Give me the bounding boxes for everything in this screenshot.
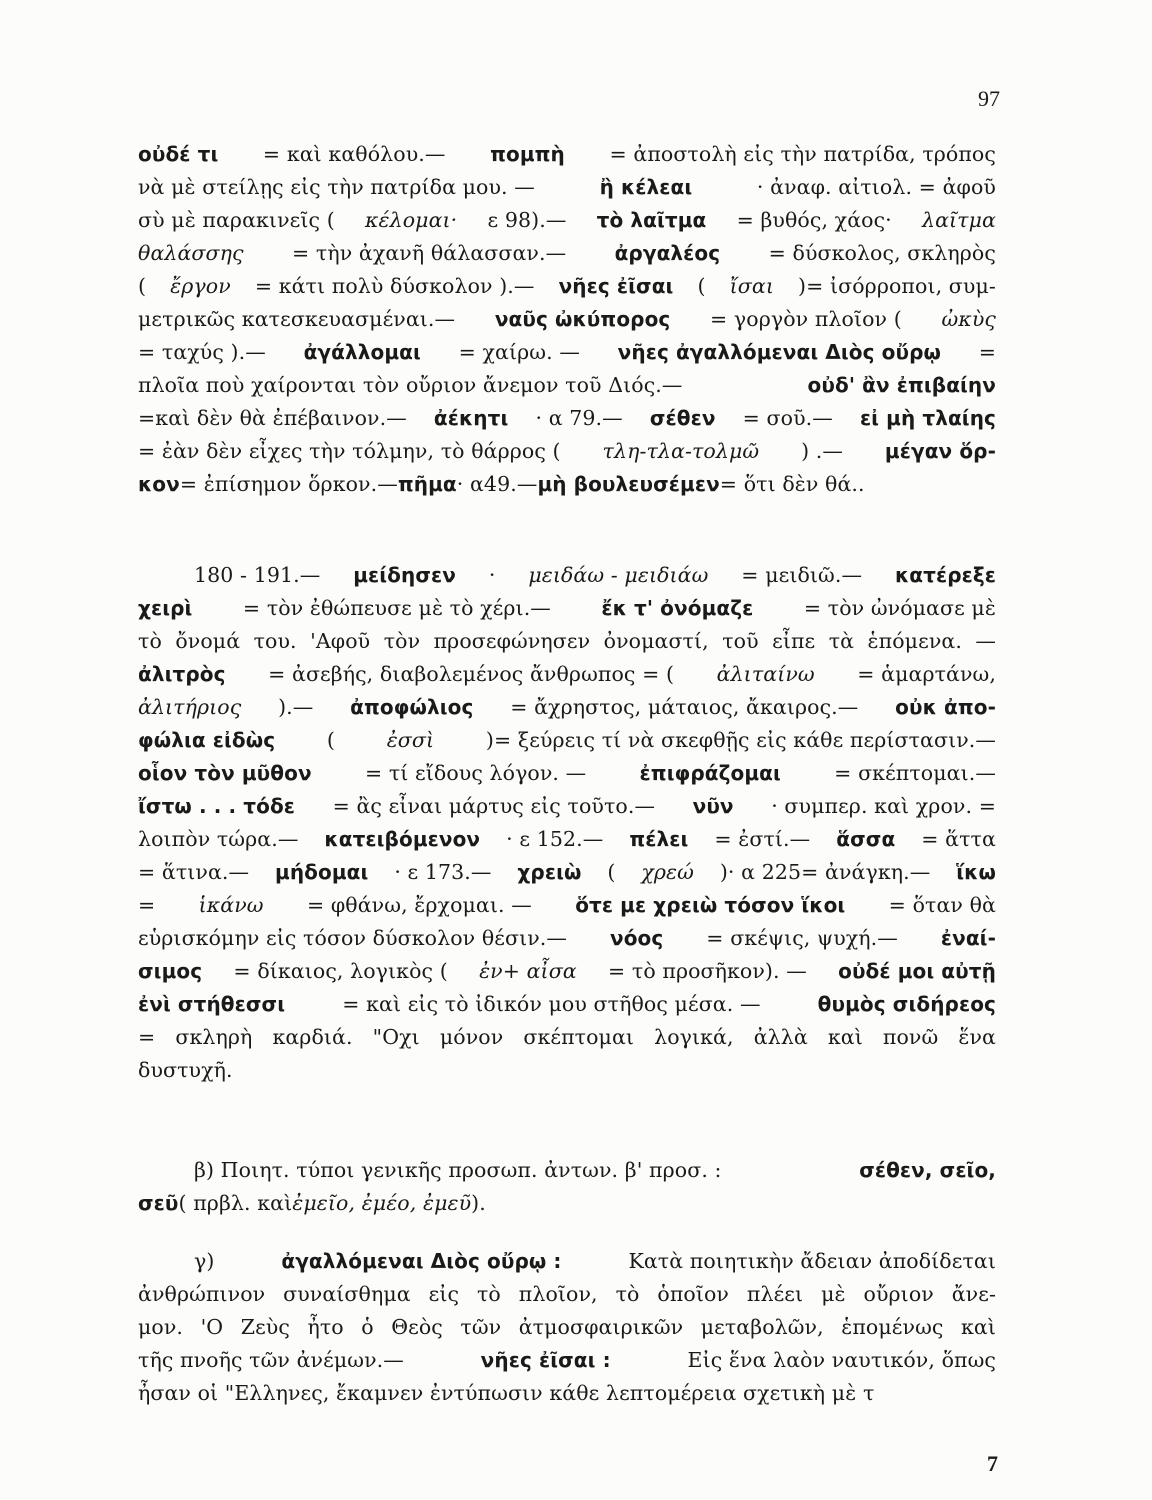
gloss-text: ε 98).— [487, 208, 567, 232]
text-line [138, 1315, 996, 1348]
lemma-term: ἅσσα [836, 827, 896, 851]
gloss-text: = σκέπτομαι.— [834, 761, 996, 785]
gloss-text: =καὶ δὲν θὰ ἐπέβαινον.— [138, 406, 407, 430]
lemma-term: φώλια εἰδὼς [138, 728, 276, 752]
lemma-term: μὴ βουλευσέμεν [537, 472, 720, 496]
lemma-term: νῆες ἐῖσαι [558, 274, 674, 298]
gloss-text: = χαίρω. — [458, 340, 580, 364]
gloss-text: = ἀσεβής, διαβολεμένος ἄνθρωπος = ( [268, 662, 675, 686]
gloss-text: ( [697, 274, 706, 298]
gloss-text: = καὶ καθόλου.— [262, 142, 446, 166]
lemma-term: νῦν [692, 794, 734, 818]
gloss-text: = σκέψις, ψυχή.— [706, 926, 898, 950]
gloss-text: β) Ποιητ. τύποι γενικῆς προσωπ. ἀντων. β' προσ. : [194, 1158, 722, 1182]
text-line [138, 208, 996, 241]
gloss-text: ἀνθρώπινον συναίσθημα εἰς τὸ πλοῖον, τὸ ὁποῖον πλέει μὲ οὔριον ἄνε- [138, 1282, 996, 1306]
lemma-term: κατειβόμενον [324, 827, 481, 851]
lemma-term: ἀγαλλόμεναι Διὸς οὔρῳ : [281, 1249, 562, 1273]
text-line [138, 439, 996, 472]
gloss-text: = τὸν ἐθώπευσε μὲ τὸ χέρι.— [242, 596, 551, 620]
italic-form: λαῖτμα [921, 208, 996, 232]
text-line [138, 992, 996, 1025]
gloss-text: = ὅτι δὲν θά.. [719, 472, 865, 496]
gloss-text: = κάτι πολὺ δύσκολον ).— [254, 274, 535, 298]
text-line [138, 1191, 996, 1224]
lemma-term: κατέρεξε [894, 563, 996, 587]
gloss-text: μον. 'Ο Ζεὺς ἦτο ὁ Θεὸς τῶν ἀτμοσφαιρικῶν μεταβολῶν, ἑπομένως καὶ [138, 1315, 996, 1339]
commentary-paragraph-1 [138, 142, 996, 505]
lemma-term: ἀποφώλιος [350, 695, 474, 719]
lemma-term: οἷον τὸν μῦθον [138, 761, 312, 785]
text-line [138, 959, 996, 992]
gloss-text: πλοῖα ποὺ χαίρονται τὸν οὔριον ἄνεμον τοῦ Διός.— [138, 373, 683, 397]
italic-form: ἐν+ αἶσα [479, 959, 577, 983]
gloss-text: ). [471, 1191, 486, 1215]
gloss-text: ) .— [801, 439, 844, 463]
text-line [138, 728, 996, 761]
lemma-term: ὅτε με χρειὼ τόσον ἵκοι [575, 893, 846, 917]
commentary-paragraph-3 [138, 1158, 996, 1224]
text-line [138, 274, 996, 307]
gloss-text: = ἂς εἶναι μάρτυς εἰς τοῦτο.— [332, 794, 656, 818]
lemma-term: ἴστω . . . τόδε [138, 794, 296, 818]
lemma-term: σιμος [138, 959, 203, 983]
gloss-text: = καὶ εἰς τὸ ἰδικόν μου στῆθος μέσα. — [342, 992, 761, 1016]
signature-mark: 7 [987, 1451, 998, 1476]
gloss-text: = ὅταν θὰ [888, 893, 996, 917]
gloss-text: 180 - 191.— [194, 563, 321, 587]
text-line [138, 860, 996, 893]
text-line [138, 1025, 996, 1058]
gloss-text: · ε 173.— [394, 860, 492, 884]
italic-form: θαλάσσης [138, 241, 244, 265]
lemma-term: σέθεν [649, 406, 716, 430]
gloss-text: )· α 225= ἀνάγκη.— [719, 860, 931, 884]
lemma-term: ἐναί- [940, 926, 996, 950]
gloss-text: ( [138, 274, 147, 298]
italic-form: χρεώ [641, 860, 694, 884]
gloss-text: λοιπὸν τώρα.— [138, 827, 299, 851]
lemma-term: οὐδέ τι [138, 142, 219, 166]
text-line [138, 563, 996, 596]
lemma-term: κον [138, 472, 180, 496]
gloss-text: Εἰς ἕνα λαὸν ναυτικόν, ὅπως [687, 1348, 996, 1372]
lemma-term: ἀέκητι [433, 406, 509, 430]
gloss-text: γ) [194, 1249, 215, 1273]
gloss-text: · συμπερ. καὶ χρον. = [771, 794, 996, 818]
gloss-text: = ἐπίσημον ὅρκον.— [179, 472, 398, 496]
italic-form: ἐμεῖο, ἐμέο, ἐμεῦ [292, 1191, 472, 1215]
italic-form: ἀλιταίνω [716, 662, 815, 686]
gloss-text: · α 79.— [535, 406, 623, 430]
lemma-term: πέλει [629, 827, 689, 851]
text-line [138, 827, 996, 860]
gloss-text: = γοργὸν πλοῖον ( [710, 307, 902, 331]
gloss-text: δυστυχῆ. [138, 1058, 233, 1082]
lemma-term: τὸ λαῖτμα [596, 208, 707, 232]
text-line [138, 761, 996, 794]
gloss-text: · α49.— [456, 472, 538, 496]
gloss-text: μετρικῶς κατεσκευασμέναι.— [138, 307, 456, 331]
text-line [138, 662, 996, 695]
text-line [138, 695, 996, 728]
italic-form: ἀλιτήριος [138, 695, 242, 719]
lemma-term: σεῦ [138, 1191, 179, 1215]
lemma-term: πῆμα [397, 472, 457, 496]
gloss-text: ( [326, 728, 335, 752]
page-number: 97 [978, 86, 1000, 111]
lemma-term: ἔκ τ' ὀνόμαζε [601, 596, 754, 620]
gloss-text: ἦσαν οἱ "Ελληνες, ἔκαμνεν ἐντύπωσιν κάθε λεπτομέρεια σχετικὴ μὲ τ [138, 1381, 875, 1405]
commentary-paragraph-4 [138, 1249, 996, 1414]
gloss-text: = τὸ προσῆκον). — [607, 959, 807, 983]
lemma-term: ἀγάλλομαι [303, 340, 421, 364]
gloss-text: τὸ ὄνομά του. 'Αφοῦ τὸν προσεφώνησεν ὀνομαστί, τοῦ εἶπε τὰ ἑπόμενα. — [138, 629, 996, 653]
text-line [138, 340, 996, 373]
gloss-text: = τὴν ἀχανῆ θάλασσαν.— [291, 241, 567, 265]
gloss-text: = σκληρὴ καρδιά. "Οχι μόνον σκέπτομαι λογικά, ἀλλὰ καὶ πονῶ ἕνα [138, 1025, 996, 1049]
gloss-text: · ἀναφ. αἰτιολ. = ἀφοῦ [756, 175, 996, 199]
lemma-term: νῆες ἀγαλλόμεναι Διὸς οὔρῳ [617, 340, 941, 364]
lemma-term: νῆες ἐῖσαι : [480, 1348, 611, 1372]
italic-form: ἴσαι [729, 274, 774, 298]
italic-form: μειδάω - μειδιάω [528, 563, 709, 587]
text-line [138, 1058, 996, 1091]
italic-form: τλη-τλα-τολμῶ [602, 439, 760, 463]
lemma-term: σέθεν, σεῖο, [859, 1158, 996, 1182]
gloss-text: = τὸν ὠνόμασε μὲ [803, 596, 996, 620]
italic-form: κέλομαι· [364, 208, 458, 232]
gloss-text: · ε 152.— [506, 827, 604, 851]
lemma-term: μείδησεν [353, 563, 456, 587]
lemma-term: χειρὶ [138, 596, 193, 620]
gloss-text: = τί εἴδους λόγον. — [364, 761, 587, 785]
lemma-term: ἐπιφράζομαι [639, 761, 781, 785]
gloss-text: = δίκαιος, λογικὸς ( [233, 959, 448, 983]
gloss-text: )= ἰσόρροποι, συμ- [798, 274, 996, 298]
text-line [138, 307, 996, 340]
gloss-text: = ἅτινα.— [138, 860, 250, 884]
gloss-text: )= ξεύρεις τί νὰ σκεφθῇς εἰς κάθε περίστασιν.— [485, 728, 996, 752]
lemma-term: νόος [609, 926, 664, 950]
lemma-term: ἐνὶ στήθεσσι [138, 992, 286, 1016]
text-line [138, 1282, 996, 1315]
text-line [138, 1249, 996, 1282]
gloss-text: Κατὰ ποιητικὴν ἄδειαν ἀποδίδεται [628, 1249, 996, 1273]
text-line [138, 893, 996, 926]
italic-form: ἔργον [170, 274, 231, 298]
text-line [138, 1381, 996, 1414]
lemma-term: ἵκω [956, 860, 996, 884]
lemma-term: χρειὼ [517, 860, 582, 884]
text-line [138, 926, 996, 959]
text-line [138, 373, 996, 406]
lemma-term: ναῦς ὠκύπορος [494, 307, 671, 331]
gloss-text: ( [607, 860, 616, 884]
gloss-text: = [978, 340, 996, 364]
gloss-text: εὑρισκόμην εἰς τόσον δύσκολον θέσιν.— [138, 926, 567, 950]
gloss-text: ).— [278, 695, 314, 719]
text-line [138, 142, 996, 175]
italic-form: ἐσσὶ [386, 728, 435, 752]
gloss-text: = μειδιῶ.— [741, 563, 863, 587]
text-line [138, 241, 996, 274]
gloss-text: σὺ μὲ παρακινεῖς ( [138, 208, 335, 232]
lemma-term: πομπὴ [490, 142, 565, 166]
gloss-text: = δύσκολος, σκληρὸς [768, 241, 996, 265]
gloss-text: = [138, 893, 156, 917]
commentary-paragraph-2 [138, 563, 996, 1091]
gloss-text: = ἐστί.— [714, 827, 811, 851]
gloss-text: ( πρβλ. καὶ [178, 1191, 293, 1215]
gloss-text: = φθάνω, ἔρχομαι. — [306, 893, 532, 917]
gloss-text: = σοῦ.— [742, 406, 833, 430]
text-line [138, 472, 996, 505]
lemma-term: οὐκ ἀπο- [895, 695, 996, 719]
lemma-term: οὐδέ μοι αὐτῇ [838, 959, 996, 983]
gloss-text: = ἁμαρτάνω, [857, 662, 996, 686]
gloss-text: νὰ μὲ στείλῃς εἰς τὴν πατρίδα μου. — [138, 175, 535, 199]
gloss-text: = ἐὰν δὲν εἶχες τὴν τόλμην, τὸ θάρρος ( [138, 439, 561, 463]
lemma-term: μέγαν ὅρ- [884, 439, 996, 463]
text-line [138, 794, 996, 827]
lemma-term: ἀργαλέος [614, 241, 721, 265]
gloss-text: = ἀποστολὴ εἰς τὴν πατρίδα, τρόπος [609, 142, 996, 166]
gloss-text: = ἅττα [921, 827, 996, 851]
gloss-text: τῆς πνοῆς τῶν ἀνέμων.— [138, 1348, 404, 1372]
lemma-term: ἀλιτρὸς [138, 662, 226, 686]
lemma-term: εἰ μὴ τλαίης [859, 406, 996, 430]
gloss-text: · [488, 563, 496, 587]
text-line [138, 629, 996, 662]
text-line [138, 175, 996, 208]
gloss-text: = ἄχρηστος, μάταιος, ἄκαιρος.— [510, 695, 859, 719]
italic-form: ὠκὺς [941, 307, 996, 331]
lemma-term: θυμὸς σιδήρεος [817, 992, 996, 1016]
text-line [138, 596, 996, 629]
gloss-text: = βυθός, χάος· [736, 208, 892, 232]
text-line [138, 1158, 996, 1191]
italic-form: ἱκάνω [198, 893, 264, 917]
text-line [138, 1348, 996, 1381]
gloss-text: = ταχύς ).— [138, 340, 266, 364]
lemma-term: ἢ κέλεαι [599, 175, 693, 199]
lemma-term: μήδομαι [275, 860, 369, 884]
text-line [138, 406, 996, 439]
lemma-term: οὐδ' ἂν ἐπιβαίην [807, 373, 996, 397]
